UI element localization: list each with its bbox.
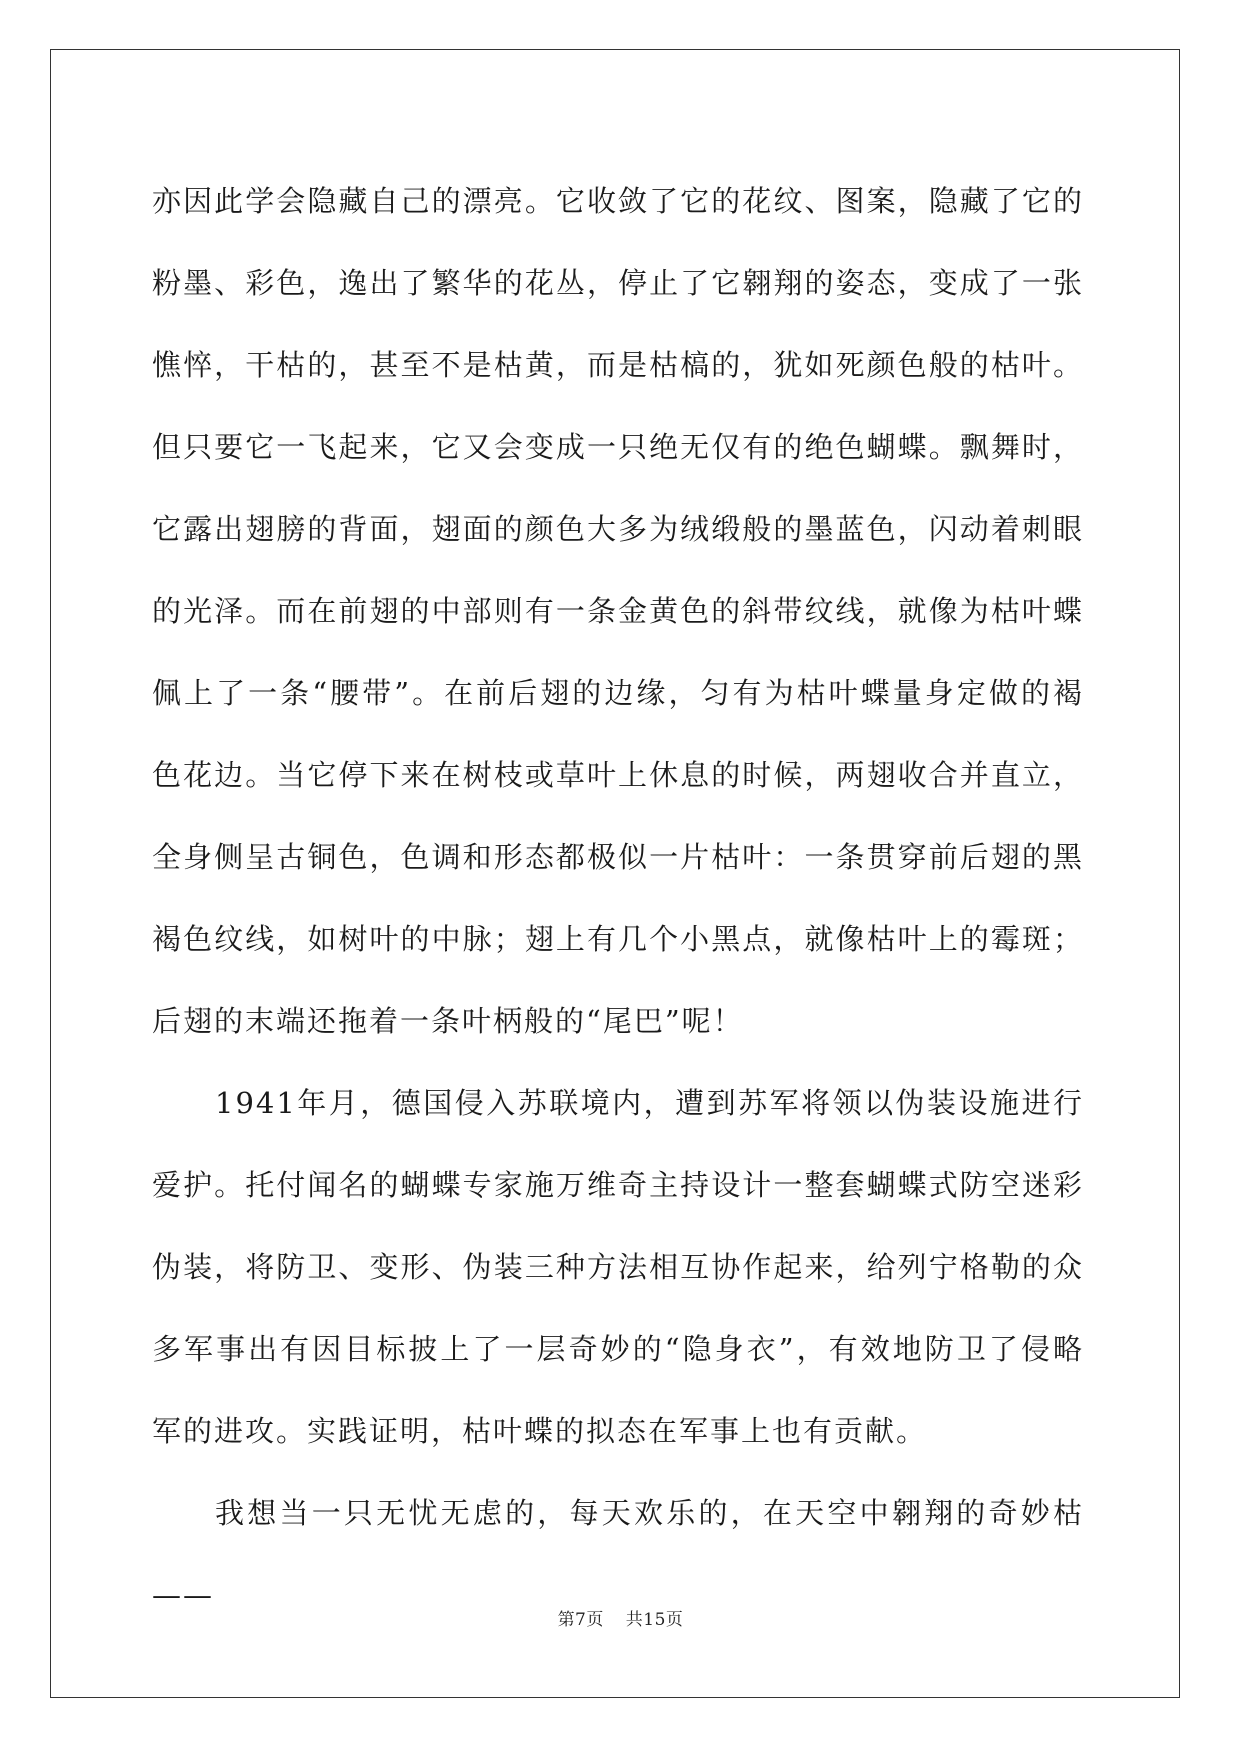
page-total: 共15页 [625,1610,684,1630]
paragraph-1: 亦因此学会隐藏自己的漂亮。它收敛了它的花纹、图案，隐藏了它的粉墨、彩色，逸出了繁华的花丛，停止了它翱翔的姿态，变成了一张憔悴，干枯的，甚至不是枯黄，而是枯槁的，犹如死颜色般的枯叶。但只要它一飞起来，它又会变成一只绝无仅有的绝色蝴蝶。飘舞时，它露出翅膀的背面，翅面的颜色大多为绒缎般的墨蓝色，闪动着刺眼的光泽。而在前翅的中部则有一条金黄色的斜带纹线，就像为枯叶蝶佩上了一条“腰带”。在前后翅的边缘，匀有为枯叶蝶量身定做的褐色花边。当它停下来在树枝或草叶上休息的时候，两翅收合并直立，全身侧呈古铜色，色调和形态都极似一片枯叶：一条贯穿前后翅的黑褐色纹线，如树叶的中脉；翅上有几个小黑点，就像枯叶上的霉斑；后翅的末端还拖着一条叶柄般的“尾巴”呢！ [152,184,1084,1038]
page-number: 第7页 [557,1610,604,1630]
paragraph-2: 1941年月，德国侵入苏联境内，遭到苏军将领以伪装设施进行爱护。托付闻名的蝴蝶专家施万维奇主持设计一整套蝴蝶式防空迷彩伪装，将防卫、变形、伪装三种方法相互协作起来，给列宁格勒的众多军事出有因目标披上了一层奇妙的“隐身衣”，有效地防卫了侵略军的进攻。实践证明，枯叶蝶的拟态在军事上也有贡献。 [152,1086,1084,1448]
page-footer [0,1605,1241,1630]
document-body [152,160,1084,1636]
paragraph-3: 我想当一只无忧无虑的，每天欢乐的，在天空中翱翔的奇妙枯—— [152,1496,1084,1612]
